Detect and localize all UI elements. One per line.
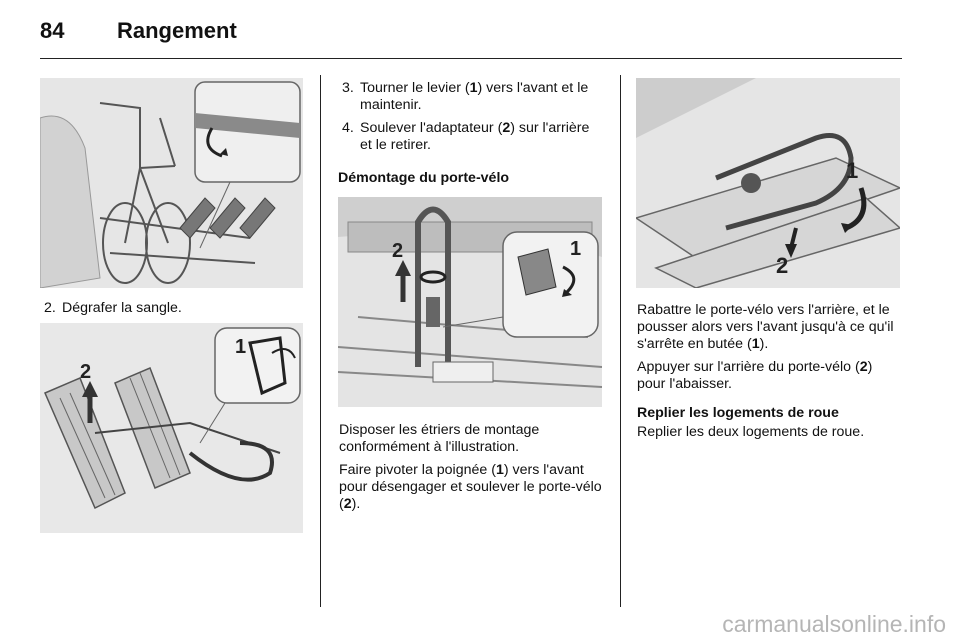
page-number: 84 bbox=[40, 18, 65, 43]
middle-paragraphs bbox=[339, 422, 604, 519]
step-number: 3. bbox=[342, 80, 354, 96]
step-text: Dégrafer la sangle. bbox=[62, 300, 182, 316]
section-heading-demontage: Démontage du porte-vélo bbox=[338, 170, 510, 186]
paragraph-ref: 1 bbox=[495, 462, 504, 478]
column-divider-left bbox=[320, 75, 321, 607]
paragraph-replier: Replier les deux logements de roue. bbox=[637, 424, 865, 440]
paragraph-text: ) vers l'avant pour désengager et soulever le porte-vélo ( bbox=[339, 462, 602, 512]
paragraph-pivoter bbox=[339, 462, 604, 513]
step-text: Tourner le levier ( bbox=[360, 80, 470, 96]
bike-carrier-figure bbox=[40, 78, 303, 288]
paragraph-disposer: Disposer les étriers de montage conformément à l'illustration. bbox=[339, 422, 540, 455]
label-2: 2 bbox=[392, 240, 404, 262]
paragraph-text: ). bbox=[759, 336, 769, 352]
paragraph-text: Faire pivoter la poignée ( bbox=[339, 462, 496, 478]
paragraph-appuyer bbox=[637, 359, 903, 393]
carrier-fold-figure bbox=[636, 78, 900, 288]
paragraph-text: ) pour l'abaisser. bbox=[637, 359, 873, 392]
paragraph-ref: 2 bbox=[859, 359, 868, 375]
paragraph-text: Appuyer sur l'arrière du porte-vélo ( bbox=[637, 359, 860, 375]
label-1: 1 bbox=[235, 336, 247, 358]
step-text: Soulever l'adaptateur ( bbox=[360, 120, 503, 136]
section-heading-replier: Replier les logements de roue bbox=[637, 405, 839, 421]
step-text: ) vers l'avant et le maintenir. bbox=[360, 80, 589, 113]
paragraph-text: ). bbox=[351, 496, 361, 512]
step-ref: 1 bbox=[469, 80, 478, 96]
middle-steps bbox=[338, 80, 603, 160]
paragraph-rabattre bbox=[637, 302, 903, 353]
watermark: carmanualsonline.info bbox=[722, 611, 946, 637]
left-step-2 bbox=[44, 300, 304, 323]
paragraph-text: Rabattre le porte-vélo vers l'arrière, et le pousser alors vers l'avant jusqu'à ce qu'il s'arrête en butée ( bbox=[637, 302, 894, 352]
label-2: 2 bbox=[776, 253, 789, 278]
step-3 bbox=[342, 80, 603, 114]
step-number: 4. bbox=[342, 120, 354, 136]
step-ref: 2 bbox=[502, 120, 511, 136]
step-number: 2. bbox=[44, 300, 56, 316]
label-1: 1 bbox=[570, 238, 582, 260]
carrier-removal-figure bbox=[338, 197, 602, 407]
column-divider-right bbox=[620, 75, 621, 607]
paragraph-ref: 1 bbox=[751, 336, 760, 352]
header-rule bbox=[40, 58, 902, 59]
right-paragraphs bbox=[637, 302, 903, 447]
paragraph-ref: 2 bbox=[343, 496, 352, 512]
page-title: Rangement bbox=[117, 18, 237, 43]
step-text: ) sur l'arrière et le retirer. bbox=[360, 120, 590, 153]
wheel-holder-figure bbox=[40, 323, 303, 533]
step-4 bbox=[342, 120, 603, 154]
label-2: 2 bbox=[80, 361, 92, 383]
label-1: 1 bbox=[846, 158, 859, 183]
